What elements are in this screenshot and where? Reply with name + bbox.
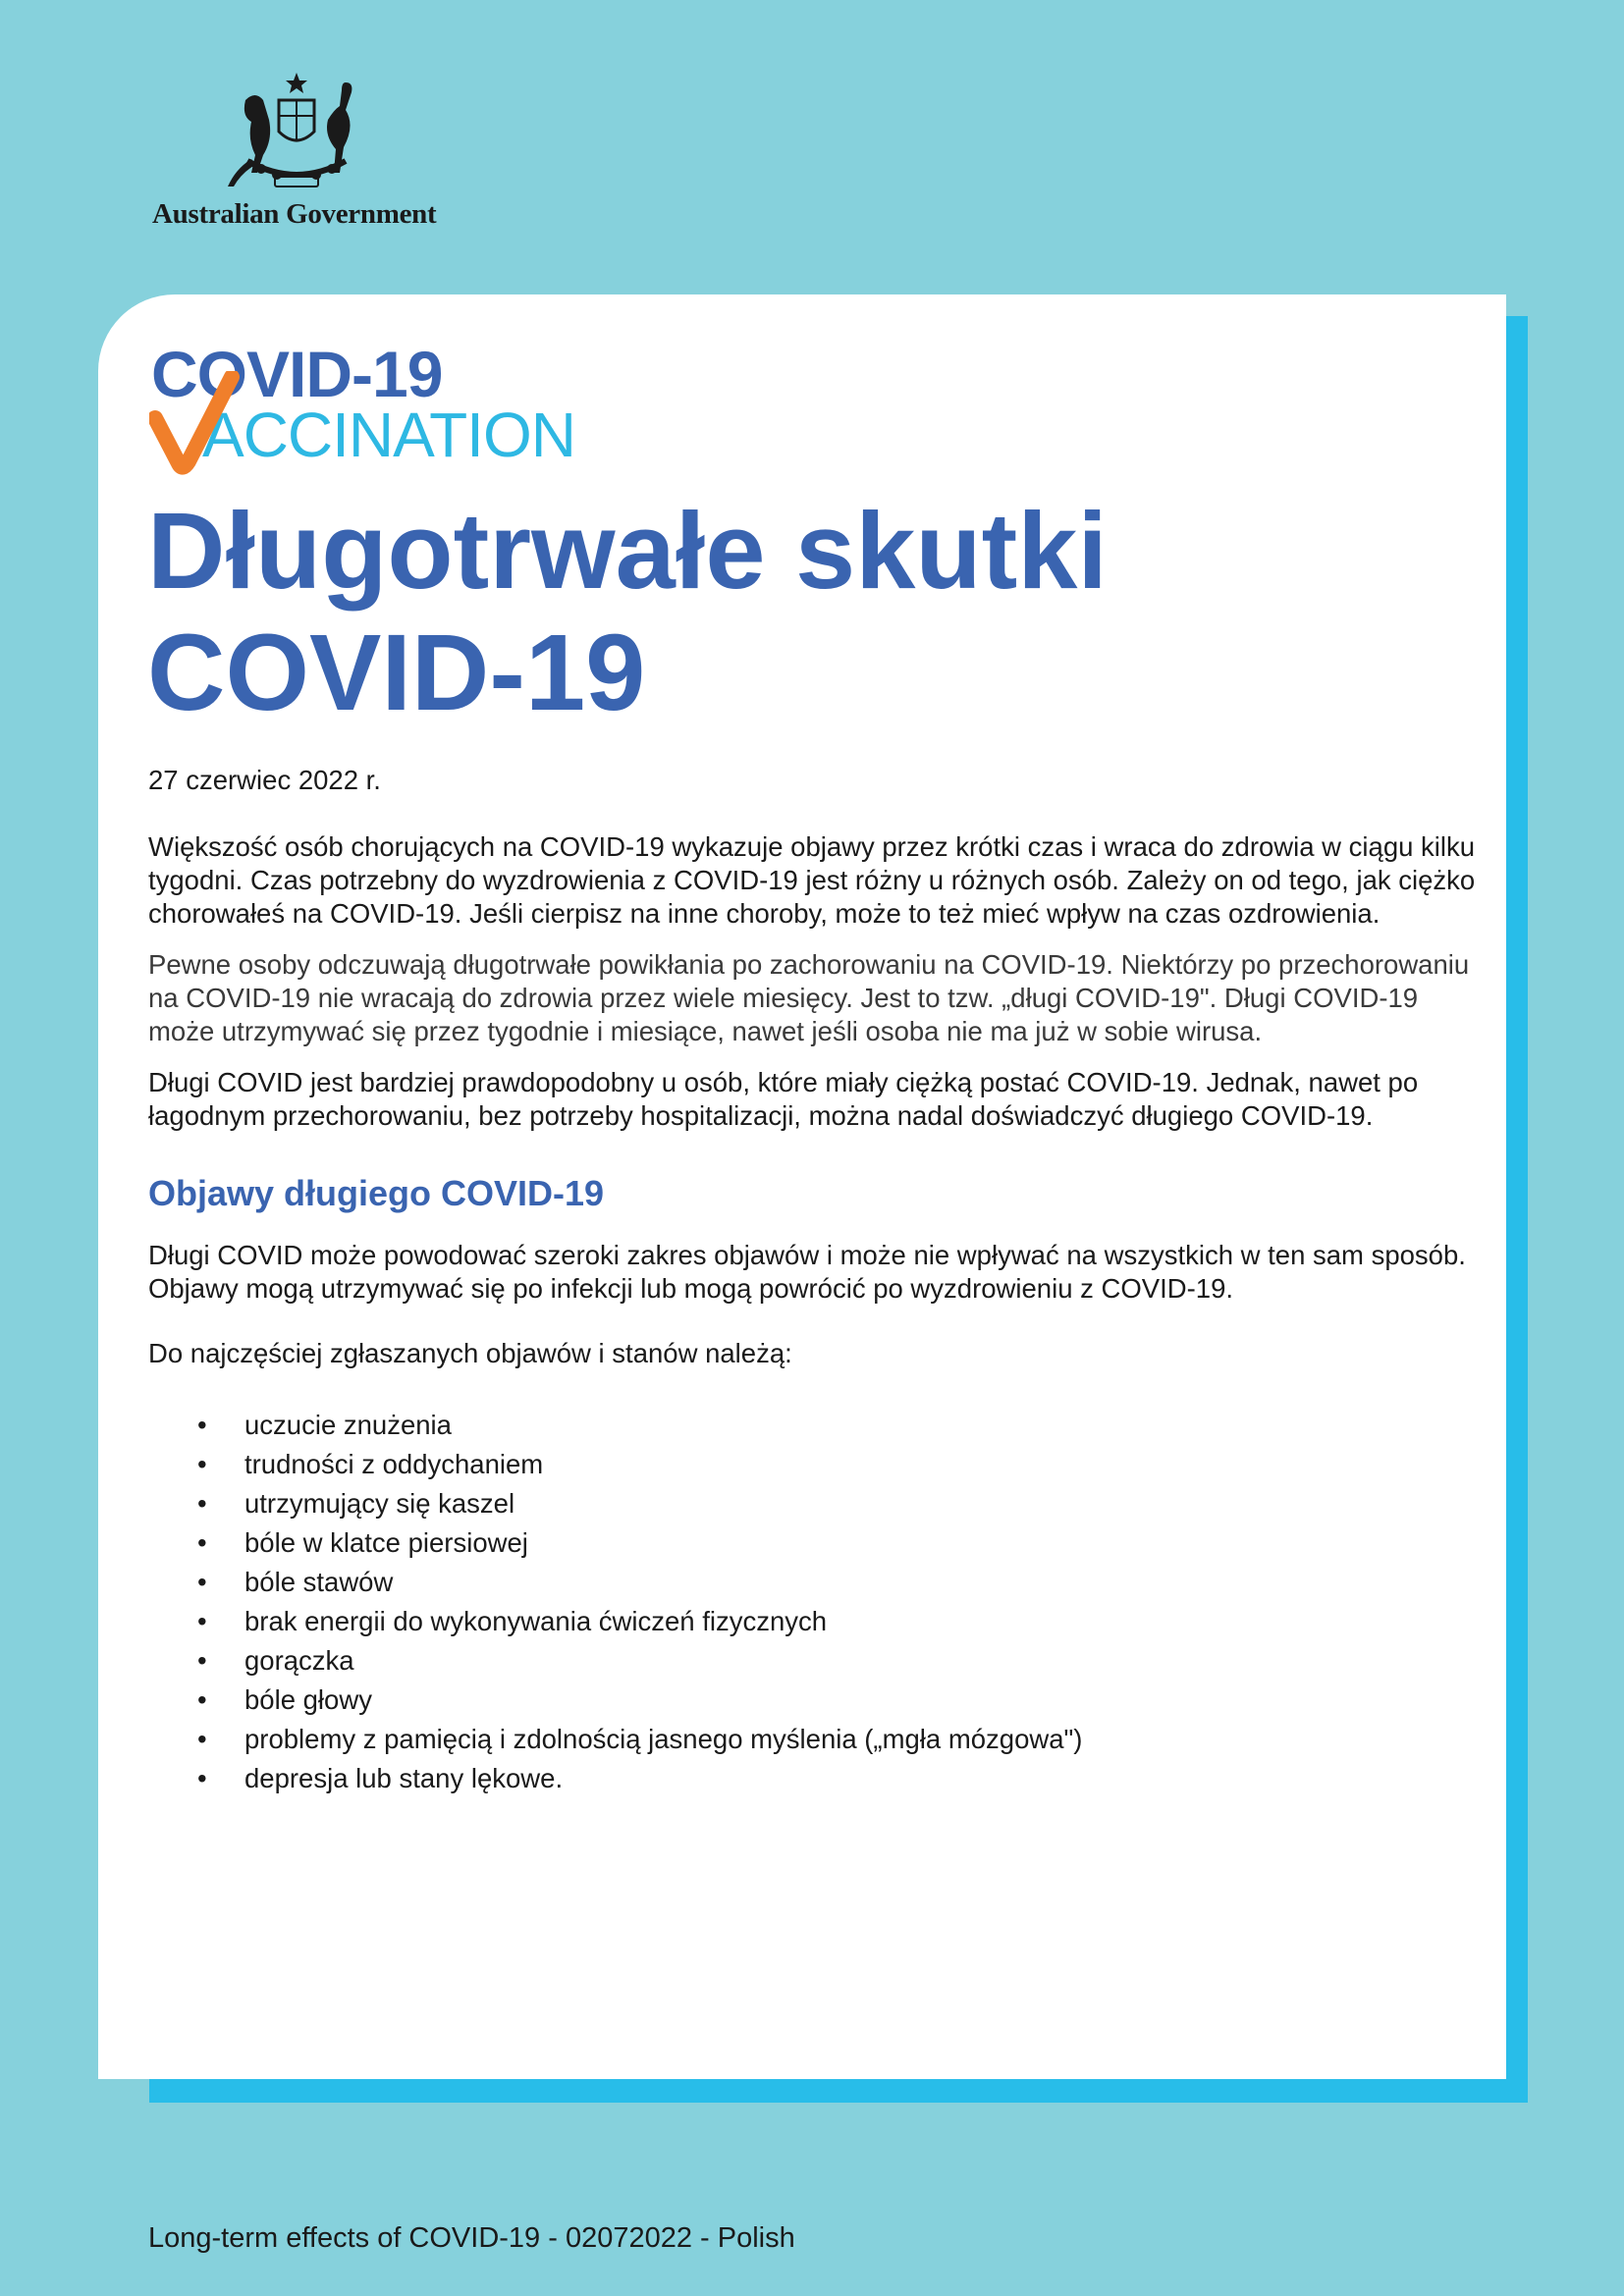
symptom-text: bóle w klatce piersiowej [244, 1527, 528, 1558]
list-item [148, 1406, 1489, 1445]
symptoms-intro: Do najczęściej zgłaszanych objawów i stanów należą: [148, 1338, 792, 1368]
bullet-icon: • [197, 1527, 207, 1558]
list-item [148, 1681, 1489, 1720]
bullet-icon: • [197, 1488, 207, 1519]
list-item [148, 1523, 1489, 1563]
section-heading: Objawy długiego COVID-19 [148, 1173, 605, 1213]
coat-of-arms-icon [218, 71, 375, 193]
bullet-icon: • [197, 1763, 207, 1793]
bullet-icon: • [197, 1606, 207, 1636]
symptom-text: utrzymujący się kaszel [244, 1488, 515, 1519]
symptom-text: problemy z pamięcią i zdolnością jasnego myślenia („mgła mózgowa") [244, 1724, 1083, 1754]
bullet-icon: • [197, 1684, 207, 1715]
paragraph-1: Większość osób chorujących na COVID-19 wykazuje objawy przez krótki czas i wraca do zdrowia w ciągu kilku tygodni. Czas potrzebny do wyzdrowienia z COVID-19 jest różny u różnych osób. Zależy on od tego, jak ciężko chorowałeś na COVID-19. Jeśli cierpisz na inne choroby, może to też mieć wpływ na czas ozdrowienia. [148, 831, 1476, 929]
list-item [148, 1602, 1489, 1641]
checkmark-icon [149, 371, 257, 479]
bullet-icon: • [197, 1645, 207, 1676]
title-line1: Długotrwałe skutki [147, 491, 1108, 612]
australian-government-logo [147, 71, 461, 238]
symptoms-list [148, 1406, 1489, 1798]
symptom-text: bóle stawów [244, 1567, 394, 1597]
symptom-text: uczucie znużenia [244, 1410, 452, 1440]
brand-line2: ACCINATION [202, 400, 575, 470]
bullet-icon: • [197, 1567, 207, 1597]
symptom-text: trudności z oddychaniem [244, 1449, 544, 1479]
document-date: 27 czerwiec 2022 r. [148, 765, 381, 795]
symptom-text: depresja lub stany lękowe. [244, 1763, 564, 1793]
list-item [148, 1445, 1489, 1484]
bullet-icon: • [197, 1724, 207, 1754]
list-item [148, 1484, 1489, 1523]
symptom-text: brak energii do wykonywania ćwiczeń fizycznych [244, 1606, 828, 1636]
section-paragraph: Długi COVID może powodować szeroki zakres objawów i może nie wpływać na wszystkich w ten sam sposób. Objawy mogą utrzymywać się po infekcji lub mogą powrócić po wyzdrowieniu z COVID-19. [148, 1240, 1466, 1304]
symptom-text: gorączka [244, 1645, 354, 1676]
paragraph-2: Pewne osoby odczuwają długotrwałe powikłania po zachorowaniu na COVID-19. Niektórzy po przechorowaniu na COVID-19 nie wracają do zdrowia przez wiele miesięcy. Jest to tzw. „długi COVID-19". Długi COVID-19 może utrzymywać się przez tygodnie i miesiące, nawet jeśli osoba nie ma już w sobie wirusa. [148, 949, 1470, 1046]
paragraph-3: Długi COVID jest bardziej prawdopodobny u osób, które miały ciężką postać COVID-19. Jednak, nawet po łagodnym przechorowaniu, bez potrzeby hospitalizacji, można nadal doświadczyć długiego COVID-19. [148, 1067, 1419, 1131]
brand-line1: COVID-19 [151, 338, 443, 410]
symptom-text: bóle głowy [244, 1684, 372, 1715]
bullet-icon: • [197, 1410, 207, 1440]
document-body [148, 764, 1489, 1798]
document-footer: Long-term effects of COVID-19 - 02072022 - Polish [148, 2222, 795, 2254]
list-item [148, 1641, 1489, 1681]
bullet-icon: • [197, 1449, 207, 1479]
list-item [148, 1759, 1489, 1798]
list-item [148, 1720, 1489, 1759]
page-title [147, 491, 1424, 734]
list-item [148, 1563, 1489, 1602]
covid-vaccination-logo [149, 338, 601, 470]
government-name: Australian Government [152, 198, 437, 230]
title-line2: COVID-19 [147, 613, 646, 733]
